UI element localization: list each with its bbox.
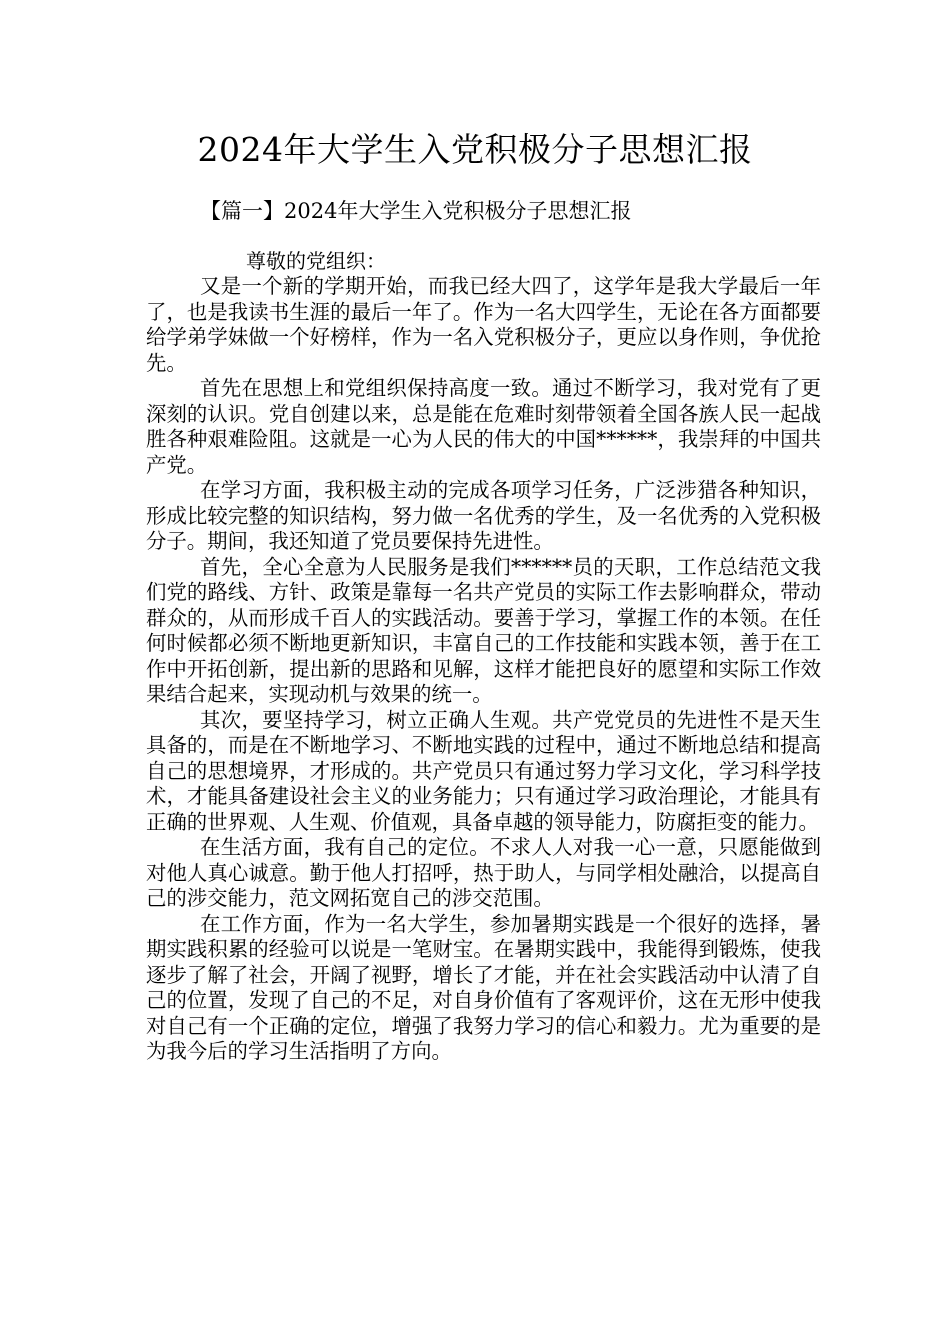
document-body [146,274,821,1065]
body-paragraph: 在学习方面，我积极主动的完成各项学习任务，广泛涉猎各种知识，形成比较完整的知识结构，努力做一名优秀的学生，及一名优秀的入党积极分子。期间，我还知道了党员要保持先进性。 [146,478,821,553]
body-paragraph: 首先在思想上和党组织保持高度一致。通过不断学习，我对党有了更深刻的认识。党自创建以来，总是能在危难时刻带领着全国各族人民一起战胜各种艰难险阻。这就是一心为人民的伟大的中国******，我崇拜的中国共产党。 [146,376,821,477]
salutation: 尊敬的党组织： [246,249,386,273]
body-paragraph: 又是一个新的学期开始，而我已经大四了，这学年是我大学最后一年了，也是我读书生涯的最后一年了。作为一名大四学生，无论在各方面都要给学弟学妹做一个好榜样，作为一名入党积极分子，更应以身作则，争优抢先。 [146,274,821,375]
section-heading: 【篇一】2024年大学生入党积极分子思想汇报 [200,199,632,223]
body-paragraph: 在工作方面，作为一名大学生，参加暑期实践是一个很好的选择，暑期实践积累的经验可以说是一笔财宝。在暑期实践中，我能得到锻炼，使我逐步了解了社会，开阔了视野，增长了才能，并在社会实践活动中认清了自己的位置，发现了自己的不足，对自身价值有了客观评价，这在无形中使我对自己有一个正确的定位，增强了我努力学习的信心和毅力。尤为重要的是为我今后的学习生活指明了方向。 [146,911,821,1063]
document-title: 2024年大学生入党积极分子思想汇报 [197,130,753,169]
body-paragraph: 在生活方面，我有自己的定位。不求人人对我一心一意，只愿能做到对他人真心诚意。勤于他人打招呼，热于助人，与同学相处融洽，以提高自己的涉交能力，范文网拓宽自己的涉交范围。 [146,835,821,910]
body-paragraph: 首先，全心全意为人民服务是我们******员的天职，工作总结范文我们党的路线、方针、政策是靠每一名共产党员的实际工作去影响群众，带动群众的，从而形成千百人的实践活动。要善于学习，掌握工作的本领。在任何时候都必须不断地更新知识，丰富自己的工作技能和实践本领，善于在工作中开拓创新，提出新的思路和见解，这样才能把良好的愿望和实际工作效果结合起来，实现动机与效果的统一。 [146,554,821,706]
body-paragraph: 其次，要坚持学习，树立正确人生观。共产党党员的先进性不是天生具备的，而是在不断地学习、不断地实践的过程中，通过不断地总结和提高自己的思想境界，才形成的。共产党员只有通过努力学习文化，学习科学技术，才能具备建设社会主义的业务能力；只有通过学习政治理论，才能具有正确的世界观、人生观、价值观，具备卓越的领导能力，防腐拒变的能力。 [146,707,821,834]
